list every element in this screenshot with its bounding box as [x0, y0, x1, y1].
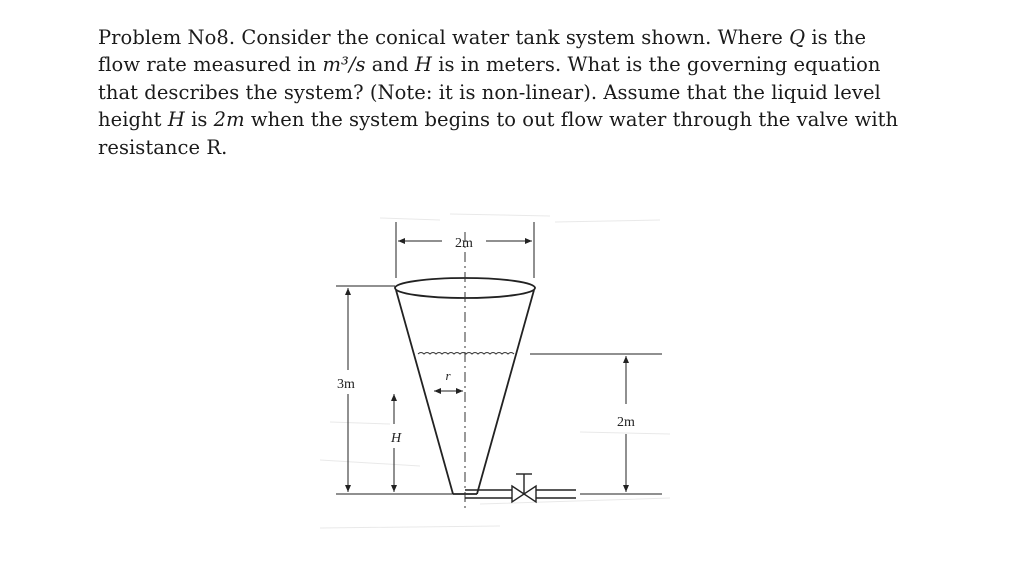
- conical-tank-diagram: [300, 208, 680, 572]
- problem-line-4: height H is 2m when the system begins to out flow water through the valve with: [98, 108, 899, 132]
- initial-height: 2m: [213, 108, 245, 132]
- tank-height-label: 3m: [337, 377, 355, 392]
- variable-q: Q: [789, 26, 806, 49]
- level-label: H: [390, 431, 402, 446]
- problem-line-3: that describes the system? (Note: it is non-linear). Assume that the liquid level: [98, 80, 881, 104]
- radius-label: r: [445, 368, 451, 383]
- outlet-height-dimension: [530, 354, 662, 494]
- tank-drawing: [300, 208, 680, 572]
- problem-label: Problem No8.: [98, 26, 236, 49]
- background-texture: [320, 214, 670, 528]
- liquid-surface: [418, 353, 514, 355]
- valve-icon: [512, 474, 536, 502]
- variable-h: H: [167, 108, 185, 132]
- flow-unit: m³/s: [322, 53, 366, 77]
- top-width-label: 2m: [455, 236, 473, 251]
- problem-line-1: Problem No8. Consider the conical water tank system shown. Where Q is the: [98, 26, 867, 49]
- outlet-height-label: 2m: [617, 415, 635, 430]
- problem-statement: [98, 24, 898, 161]
- variable-h: H: [414, 53, 432, 77]
- problem-line-2: flow rate measured in m³/s and H is in meters. What is the governing equation: [98, 53, 881, 77]
- problem-line-5: resistance R.: [98, 135, 228, 159]
